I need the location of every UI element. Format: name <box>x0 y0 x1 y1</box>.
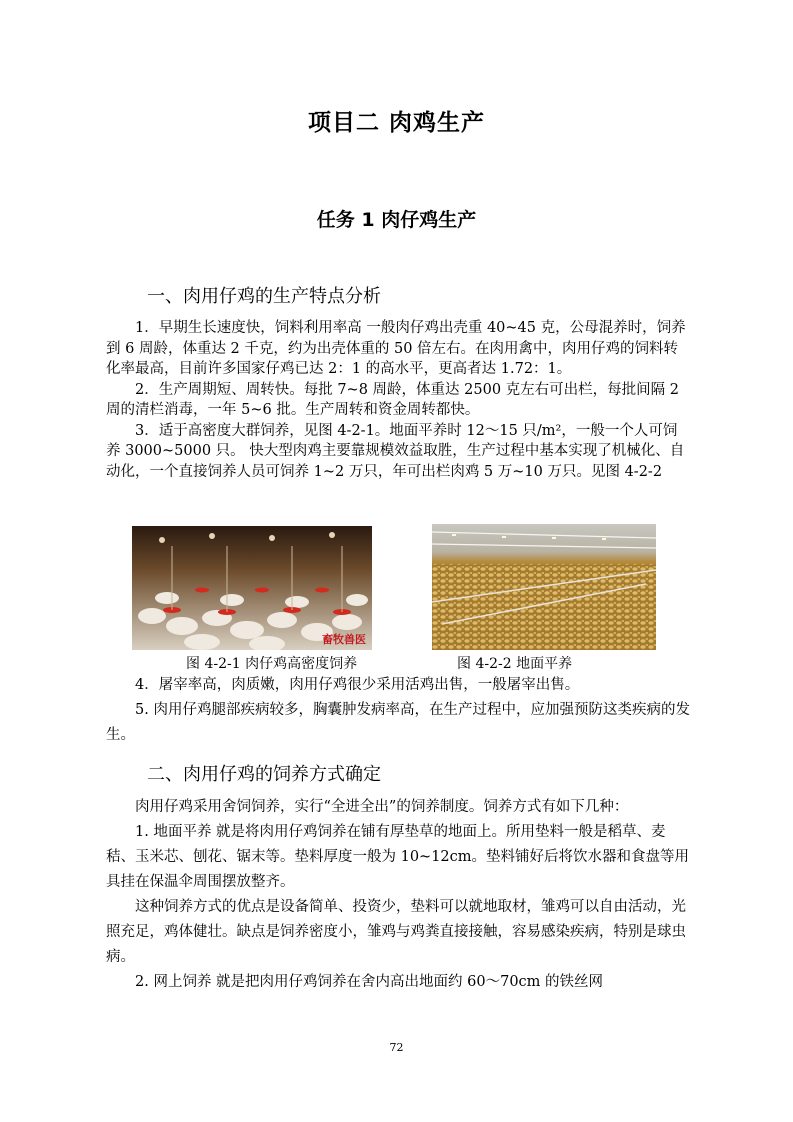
paragraph: 5. 肉用仔鸡腿部疾病较多，胸囊肿发病率高，在生产过程中，应加强预防这类疾病的发生。 <box>106 702 690 743</box>
watermark-stamp: 畜牧兽医 <box>322 633 366 646</box>
page-title: 项目二 肉鸡生产 <box>307 110 485 136</box>
paragraph: 这种饲养方式的优点是设备简单、投资少，垫料可以就地取材，雏鸡可以自由活动，光照充足，鸡体健壮。缺点是饲养密度小，雏鸡与鸡粪直接接触，容易感染疾病，特别是球虫病。 <box>106 899 686 965</box>
section-heading-1: 一、肉用仔鸡的生产特点分析 <box>147 286 381 307</box>
figure-caption-4-2-1: 图 4-2-1 肉仔鸡高密度饲养 <box>186 656 358 672</box>
figure-floor-rearing-photo <box>432 524 656 650</box>
paragraph: 1．早期生长速度快，饲料利用率高 一般肉仔鸡出壳重 40~45 克，公母混养时，饲养到 6 周龄，体重达 2 千克，约为出壳体重的 50 倍左右。在肉用禽中，肉用仔鸡的饲料转化率最高，目前许多国家仔鸡已达 2：1 的高水平，更高者达 1.72：1。 <box>106 320 686 377</box>
floor-rearing-image <box>432 524 656 650</box>
paragraph: 肉用仔鸡采用舍饲饲养，实行“全进全出”的饲养制度。饲养方式有如下几种： <box>135 799 629 815</box>
section2-paragraphs <box>106 795 690 995</box>
section1-paragraphs <box>106 318 690 482</box>
paragraph: 1. 地面平养 就是将肉用仔鸡饲养在铺有厚垫草的地面上。所用垫料一般是稻草、麦秸、玉米芯、刨花、锯末等。垫料厚度一般为 10~12cm。垫料铺好后将饮水器和食盘等用具挂在保温伞周围摆放整齐。 <box>106 824 690 890</box>
paragraph: 3．适于高密度大群饲养，见图 4-2-1。地面平养时 12～15 只/m²，一般一个人可饲养 3000~5000 只。 快大型肉鸡主要靠规模效益取胜，生产过程中基本实现了机械化、自动化，一个直接饲养人员可饲养 1~2 万只，年可出栏肉鸡 5 万~10 万只。见图 4-2-2 <box>106 422 685 480</box>
paragraph: 4．屠宰率高，肉质嫩，肉用仔鸡很少采用活鸡出售，一般屠宰出售。 <box>135 677 580 693</box>
paragraph: 2．生产周期短、周转快。每批 7~8 周龄，体重达 2500 克左右可出栏，每批间隔 2 周的清栏消毒，一年 5~6 批。生产周转和资金周转都快。 <box>106 381 679 418</box>
figure-caption-4-2-2: 图 4-2-2 地面平养 <box>457 656 573 672</box>
page-number: 72 <box>389 1041 404 1054</box>
section1-paragraphs-continued <box>106 673 690 748</box>
task-title: 任务 1 肉仔鸡生产 <box>316 209 477 231</box>
figure-high-density-photo <box>132 526 372 650</box>
section-heading-2: 二、肉用仔鸡的饲养方式确定 <box>147 764 381 785</box>
paragraph: 2. 网上饲养 就是把肉用仔鸡饲养在舍内高出地面约 60～70cm 的铁丝网 <box>135 974 604 990</box>
